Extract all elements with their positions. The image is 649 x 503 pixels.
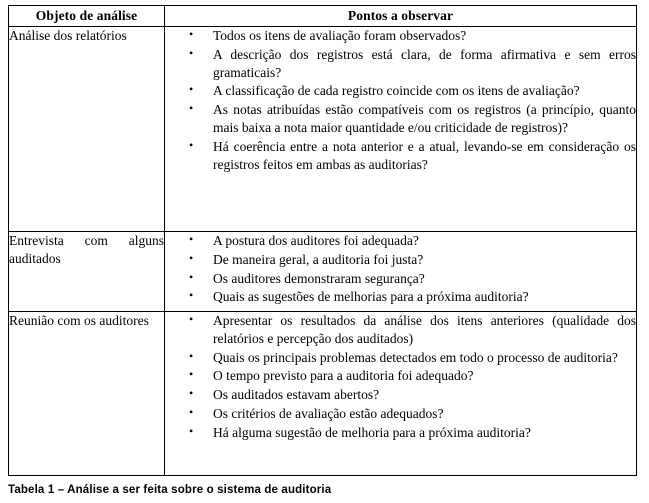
object-cell <box>9 312 165 476</box>
table-header <box>9 6 637 27</box>
list-item: • Quais as sugestões de melhorias para a próxima auditoria? <box>165 288 636 306</box>
object-label: Reunião com os auditores <box>9 313 149 328</box>
list-item: • Todos os itens de avaliação foram observados? <box>165 27 636 45</box>
table-caption: Tabela 1 – Análise a ser feita sobre o sistema de auditoria <box>8 484 332 496</box>
table-row <box>9 232 637 312</box>
list-item: • O tempo previsto para a auditoria foi adequado? <box>165 367 636 385</box>
object-label: Entrevista com alguns auditados <box>9 233 164 266</box>
list-item: • De maneira geral, a auditoria foi justa? <box>165 251 636 269</box>
list-item: • A descrição dos registros está clara, de forma afirmativa e sem erros gramaticais? <box>165 46 636 82</box>
list-item: • Os critérios de avaliação estão adequados? <box>165 405 636 423</box>
table-body <box>9 27 637 476</box>
table-row <box>9 312 637 476</box>
object-cell <box>9 27 165 232</box>
list-item: • As notas atribuídas estão compatíveis com os registros (a princípio, quanto mais baixa a nota maior quantidade e/ou criticidade de registros)? <box>165 101 636 137</box>
column-header-object: Objeto de análise <box>9 6 165 27</box>
points-list <box>165 27 636 173</box>
points-cell <box>165 232 637 312</box>
points-list <box>165 312 636 442</box>
analysis-table <box>8 5 637 476</box>
column-header-points: Pontos a observar <box>165 6 637 27</box>
list-item: • Quais os principais problemas detectados em todo o processo de auditoria? <box>165 349 636 367</box>
table-header-row <box>9 6 637 27</box>
points-list <box>165 232 636 306</box>
list-item: • Há coerência entre a nota anterior e a atual, levando-se em consideração os registros feitos em ambas as auditorias? <box>165 138 636 174</box>
points-cell <box>165 312 637 476</box>
list-item: • A postura dos auditores foi adequada? <box>165 232 636 250</box>
list-item: • Os auditados estavam abertos? <box>165 386 636 404</box>
list-item: • Apresentar os resultados da análise dos itens anteriores (qualidade dos relatórios e percepção dos auditados) <box>165 312 636 348</box>
table-row <box>9 27 637 232</box>
list-item: • Há alguma sugestão de melhoria para a próxima auditoria? <box>165 424 636 442</box>
list-item: • Os auditores demonstraram segurança? <box>165 270 636 288</box>
object-cell <box>9 232 165 312</box>
object-label: Análise dos relatórios <box>9 28 127 43</box>
points-cell <box>165 27 637 232</box>
list-item: • A classificação de cada registro coincide com os itens de avaliação? <box>165 82 636 100</box>
